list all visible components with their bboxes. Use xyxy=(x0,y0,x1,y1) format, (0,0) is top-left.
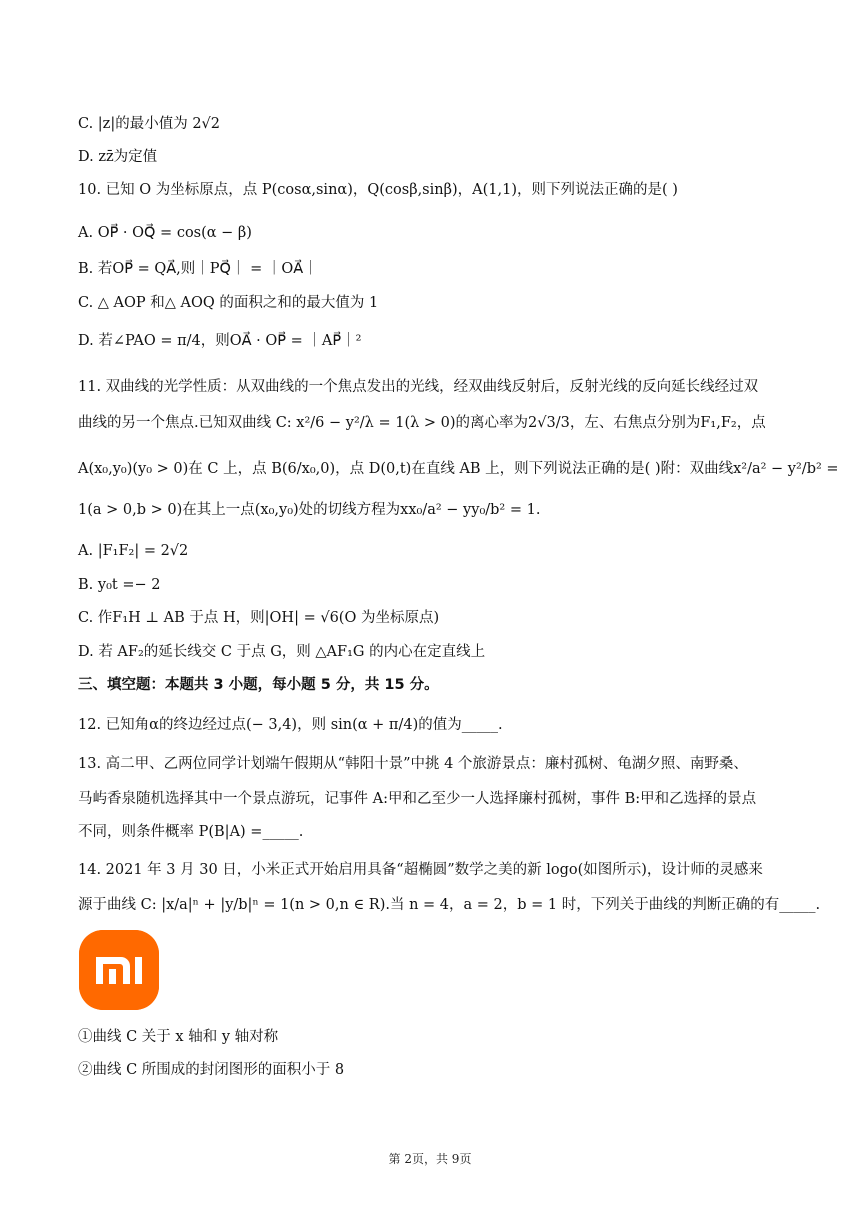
option-11a: A. |F₁F₂| = 2√2 xyxy=(78,543,189,559)
option-11d: D. 若 AF₂的延长线交 C 于点 G，则 △AF₁G 的内心在定直线上 xyxy=(78,644,486,660)
option-10c: C. △ AOP 和△ AOQ 的面积之和的最大值为 1 xyxy=(78,295,379,311)
section-heading: 三、填空题：本题共 3 小题，每小题 5 分，共 15 分。 xyxy=(78,677,439,693)
question-11-line1: 11. 双曲线的光学性质：从双曲线的一个焦点发出的光线，经双曲线反射后，反射光线的反向延长线经过双 xyxy=(78,379,759,395)
question-13-line2: 马屿香泉随机选择其中一个景点游玩，记事件 A:甲和乙至少一人选择廉村孤树，事件 B:甲和乙选择的景点 xyxy=(78,791,757,807)
question-14-line2: 源于曲线 C: |x/a|ⁿ + |y/b|ⁿ = 1(n > 0,n ∈ R).当 n = 4，a = 2，b = 1 时，下列关于曲线的判断正确的有_____. xyxy=(78,897,821,913)
question-14-line1: 14. 2021 年 3 月 30 日，小米正式开始启用具备“超椭圆”数学之美的新 logo(如图所示)，设计师的灵感来 xyxy=(78,862,763,878)
mi-logo-icon xyxy=(79,930,159,1010)
option-10d: D. 若∠PAO = π/4，则OA⃗ · OP⃗ = ｜AP⃗｜² xyxy=(78,333,362,349)
option-10a: A. OP⃗ · OQ⃗ = cos(α − β) xyxy=(78,225,252,241)
question-10: 10. 已知 O 为坐标原点，点 P(cosα,sinα)，Q(cosβ,sinβ)，A(1,1)，则下列说法正确的是( ) xyxy=(78,182,678,198)
question-11-line3: A(x₀,y₀)(y₀ > 0)在 C 上，点 B(6/x₀,0)，点 D(0,t)在直线 AB 上，则下列说法正确的是( )附：双曲线x²/a² − y²/b² = xyxy=(78,461,839,477)
option-9c: C. |z|的最小值为 2√2 xyxy=(78,116,221,132)
question-13-line1: 13. 高二甲、乙两位同学计划端午假期从“韩阳十景”中挑 4 个旅游景点：廉村孤树、龟湖夕照、南野桑、 xyxy=(78,756,748,772)
question-11-line2: 曲线的另一个焦点.已知双曲线 C: x²/6 − y²/λ = 1(λ > 0)的离心率为2√3/3，左、右焦点分别为F₁,F₂，点 xyxy=(78,415,766,431)
page-footer: 第 2页，共 9页 xyxy=(388,1152,472,1166)
option-10b: B. 若OP⃗ = QA⃗,则｜PQ⃗｜ = ｜OA⃗｜ xyxy=(78,261,318,277)
option-9d: D. zz̄为定值 xyxy=(78,149,158,165)
question-13-line3: 不同，则条件概率 P(B|A) =_____. xyxy=(78,824,304,840)
question-11-line4: 1(a > 0,b > 0)在其上一点(x₀,y₀)处的切线方程为xx₀/a² − yy₀/b² = 1. xyxy=(78,502,541,518)
question-12: 12. 已知角α的终边经过点(− 3,4)，则 sin(α + π/4)的值为_____. xyxy=(78,717,503,733)
option-11b: B. y₀t =− 2 xyxy=(78,577,161,593)
option-11c: C. 作F₁H ⊥ AB 于点 H，则|OH| = √6(O 为坐标原点) xyxy=(78,610,440,626)
statement-1: ①曲线 C 关于 x 轴和 y 轴对称 xyxy=(78,1029,279,1045)
statement-2: ②曲线 C 所围成的封闭图形的面积小于 8 xyxy=(78,1062,345,1078)
xiaomi-logo xyxy=(79,930,159,1010)
